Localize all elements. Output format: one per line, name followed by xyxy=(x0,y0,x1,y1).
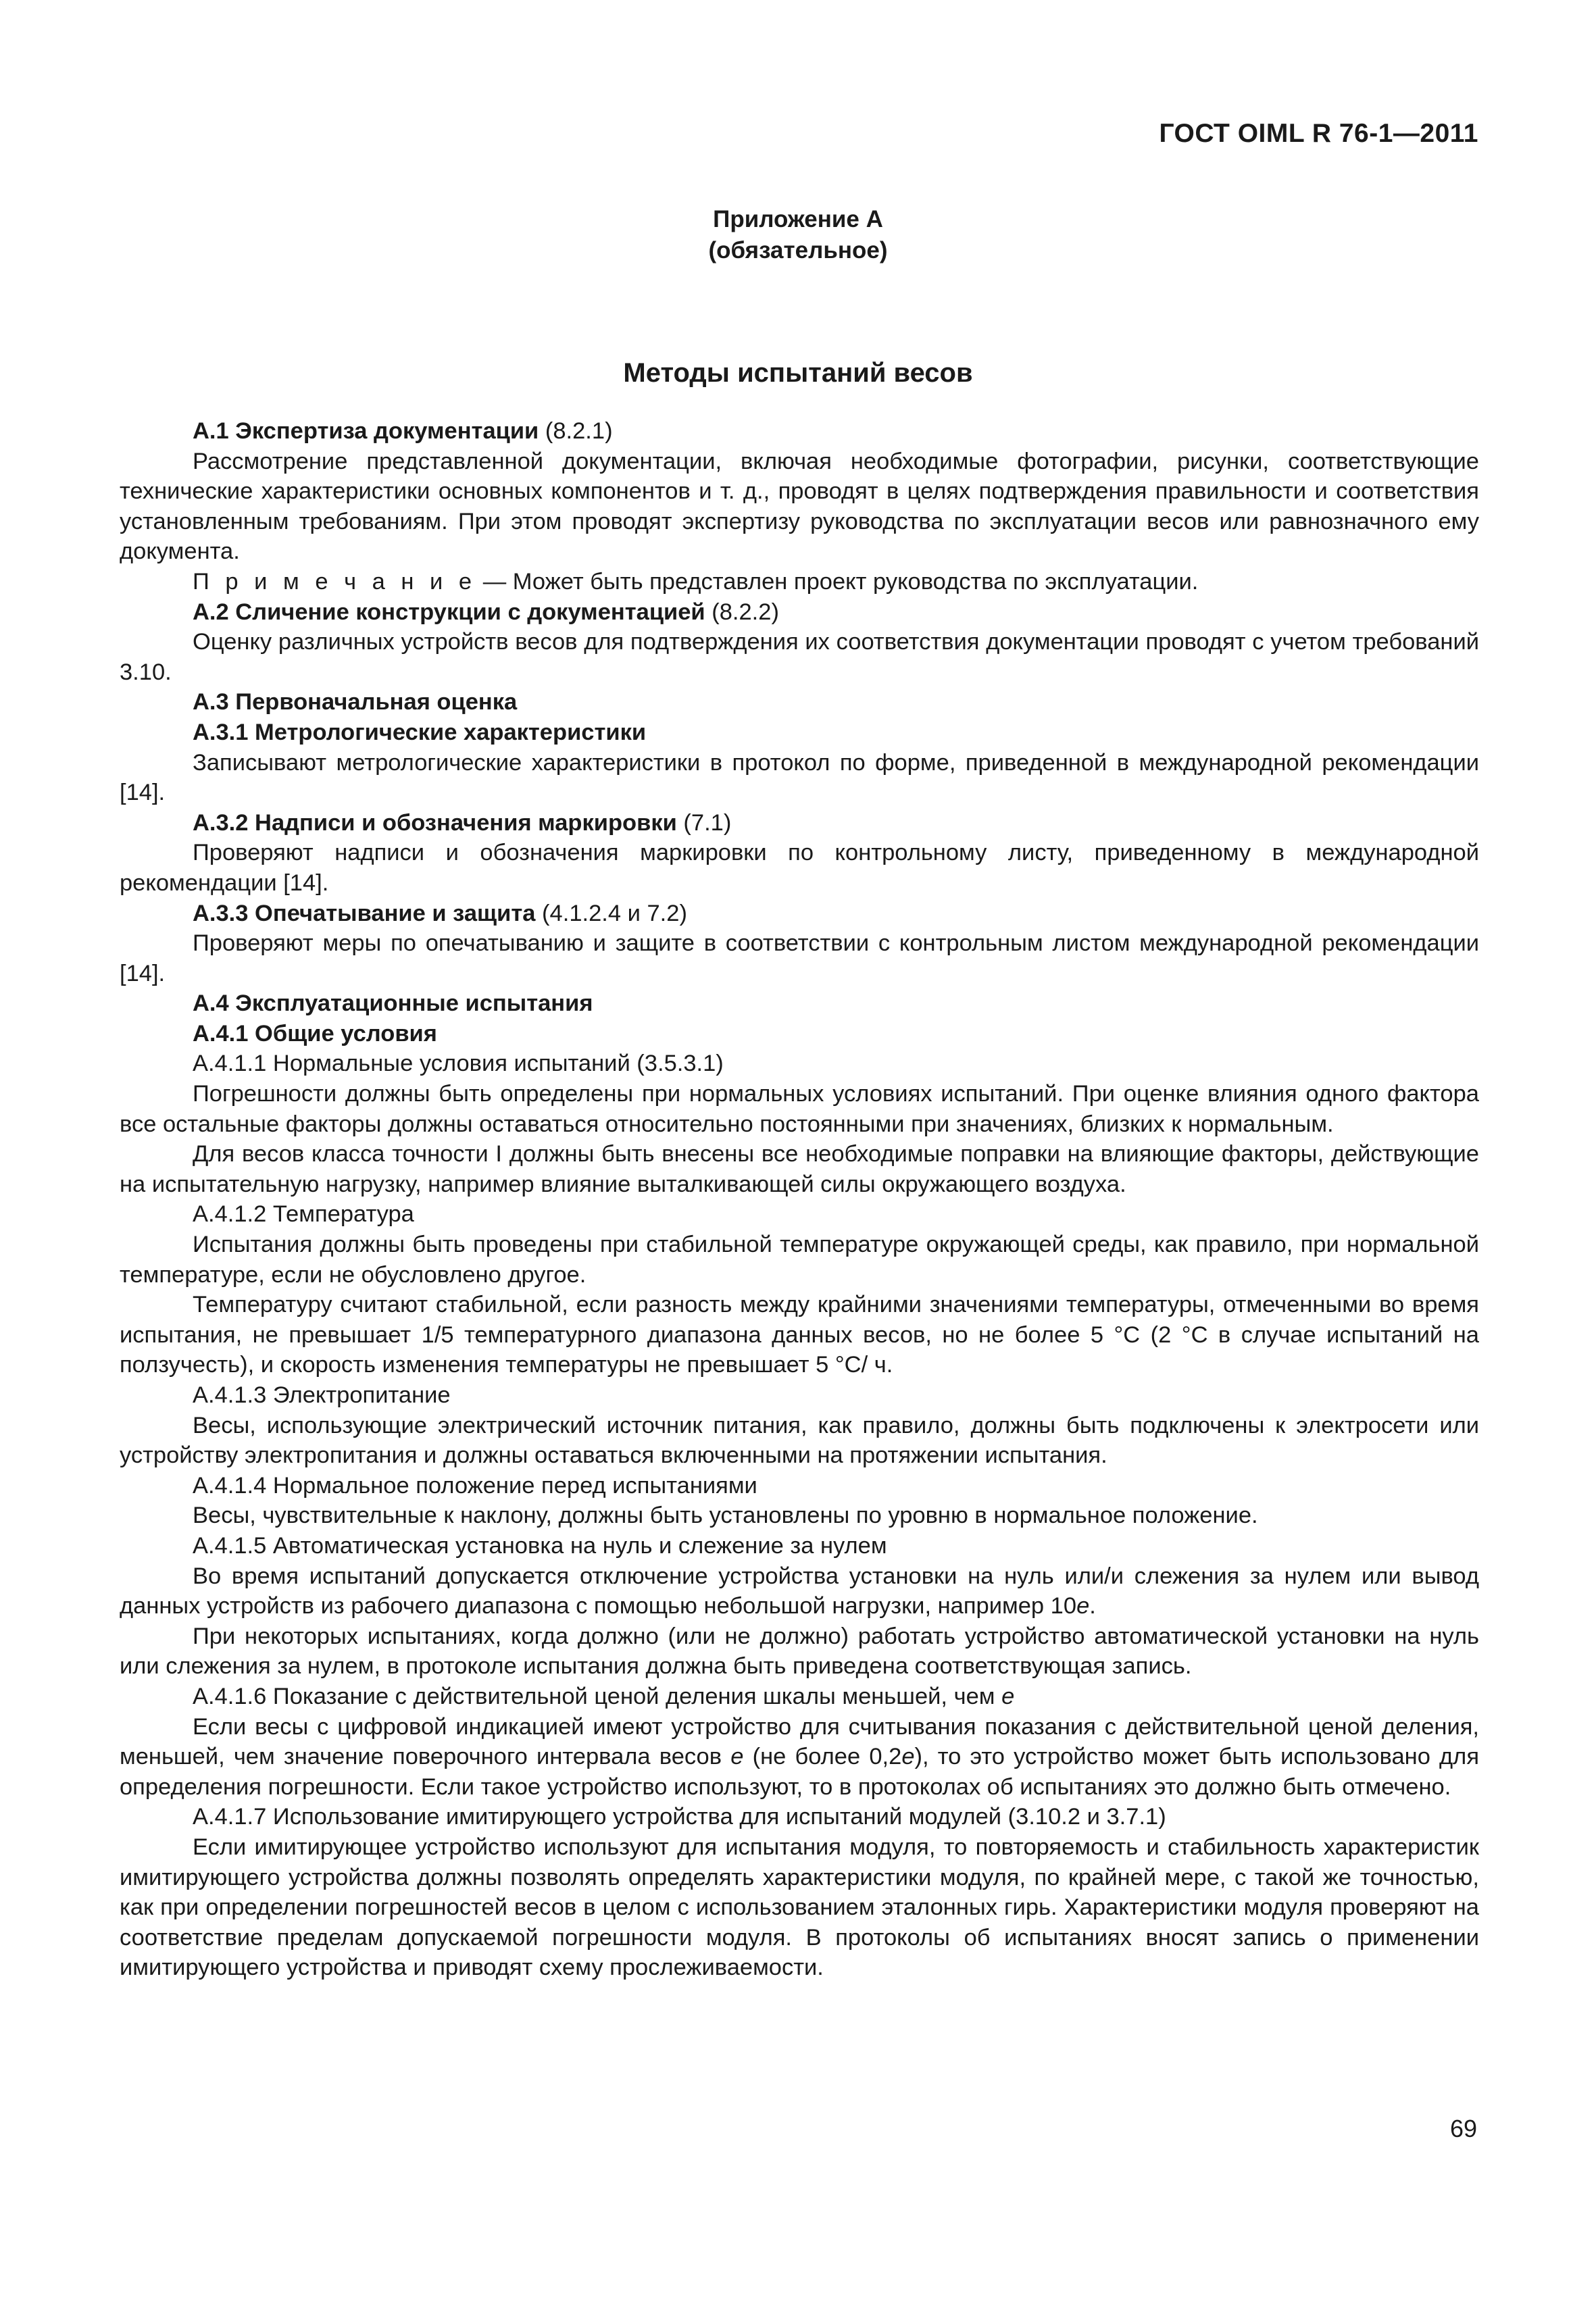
text-run: А.4.1.6 Показание с действительной ценой деления шкалы меньшей, чем xyxy=(193,1683,1002,1709)
annex-title: Приложение А xyxy=(713,206,883,232)
section-heading-a31 xyxy=(120,718,1479,748)
annex-status: (обязательное) xyxy=(708,237,888,263)
paragraph: Если имитирующее устройство используют для испытания модуля, то повторяемость и стабильность характеристик имитирующего устройства должны позволять определять характеристики модуля, по крайней мере, с такой же точностью, как при определении погрешностей весов в целом с использованием эталонных гирь. Характеристики модуля проверяют на соответствие пределам допускаемой погрешности модуля. В протоколы об испытаниях вносят запись о применении имитирующего устройства и приводят схему прослеживаемости. xyxy=(120,1834,1479,1981)
paragraph: При некоторых испытаниях, когда должно (или не должно) работать устройство автоматической установки на нуль или слежения за нулем, в протоколе испытания должна быть приведена соответствующая запись. xyxy=(120,1623,1479,1680)
section-heading-a4 xyxy=(120,988,1479,1019)
document-body xyxy=(120,416,1479,1983)
paragraph: Испытания должны быть проведены при стабильной температуре окружающей среды, как правило, при нормальной температуре, если не обусловлено другое. xyxy=(120,1232,1479,1288)
page-title: Методы испытаний весов xyxy=(623,358,973,388)
symbol-e: е xyxy=(901,1744,915,1770)
paragraph: Проверяют меры по опечатыванию и защите в соответствии с контрольным листом международной рекомендации [14]. xyxy=(120,930,1479,986)
section-heading-a32 xyxy=(120,808,1479,838)
text-run: ), то это устройство может быть использовано для определения погрешности. Если такое устройство используют, то в протоколах об испытаниях это должно быть отмечено. xyxy=(120,1744,1479,1800)
paragraph: Погрешности должны быть определены при нормальных условиях испытаний. При оценке влияния одного фактора все остальные факторы должны оставаться относительно постоянными при значениях, близких к нормальным. xyxy=(120,1081,1479,1137)
heading-text: А.3.3 Опечатывание и защита xyxy=(193,900,536,926)
subsection-heading: А.4.1.7 Использование имитирующего устройства для испытаний модулей (3.10.2 и 3.7.1) xyxy=(193,1804,1166,1830)
annex-heading xyxy=(0,204,1596,266)
text-run: (не более 0,2 xyxy=(743,1744,902,1770)
paragraph: Температуру считают стабильной, если разность между крайними значениями температуры, отмеченными во время испытания, не превышает 1/5 температурного диапазона данных весов, но не более 5 °С (2 °С в случае испытаний на ползучесть), и скорость изменения температуры не превышает 5 °С/ ч. xyxy=(120,1292,1479,1378)
heading-text: А.1 Экспертиза документации xyxy=(193,418,539,444)
text-run: Во время испытаний допускается отключение устройства установки на нуль или/и слежения за нулем или вывод данных устройств из рабочего диапазона с помощью небольшой нагрузки, например 10 xyxy=(120,1563,1479,1619)
subsection-heading: А.4.1.5 Автоматическая установка на нуль и слежение за нулем xyxy=(193,1532,887,1559)
paragraph xyxy=(120,1712,1479,1803)
section-heading-a1 xyxy=(120,416,1479,447)
section-heading-a41 xyxy=(120,1019,1479,1049)
subsection-heading: А.4.1.2 Температура xyxy=(193,1201,414,1228)
note xyxy=(120,567,1479,597)
paragraph: Проверяют надписи и обозначения маркировки по контрольному листу, приведенному в международной рекомендации [14]. xyxy=(120,840,1479,896)
paragraph: Весы, использующие электрический источник питания, как правило, должны быть подключены к электросети или устройству электропитания и должны оставаться включенными на протяжении испытания. xyxy=(120,1412,1479,1469)
section-heading-a2 xyxy=(120,597,1479,628)
paragraph: Записывают метрологические характеристики в протокол по форме, приведенной в международной рекомендации [14]. xyxy=(120,749,1479,806)
subsection-heading: А.4.1.1 Нормальные условия испытаний (3.5.3.1) xyxy=(193,1051,724,1077)
symbol-e: е xyxy=(1001,1683,1015,1709)
text-run: . xyxy=(1089,1593,1096,1619)
paragraph: Весы, чувствительные к наклону, должны быть установлены по уровню в нормальное положение. xyxy=(193,1503,1258,1529)
section-heading-a3 xyxy=(120,687,1479,718)
heading-text: А.3.2 Надписи и обозначения маркировки xyxy=(193,809,677,836)
heading-text: А.3 Первоначальная оценка xyxy=(193,689,518,715)
standard-designation: ГОСТ OIML R 76-1—2011 xyxy=(1159,119,1478,148)
note-text: — Может быть представлен проект руководства по эксплуатации. xyxy=(476,568,1199,595)
paragraph: Для весов класса точности I должны быть внесены все необходимые поправки на влияющие факторы, действующие на испытательную нагрузку, например влияние выталкивающей силы окружающего воздуха. xyxy=(120,1141,1479,1197)
clause-ref: (7.1) xyxy=(676,809,732,836)
heading-text: А.4.1 Общие условия xyxy=(193,1020,437,1047)
section-heading-a33 xyxy=(120,899,1479,929)
clause-ref: (4.1.2.4 и 7.2) xyxy=(535,900,687,926)
subsection-heading: А.4.1.4 Нормальное положение перед испытаниями xyxy=(193,1472,757,1499)
subsection-heading xyxy=(120,1682,1479,1712)
paragraph: Оценку различных устройств весов для подтверждения их соответствия документации проводят с учетом требований 3.10. xyxy=(120,629,1479,685)
paragraph xyxy=(120,1561,1479,1621)
note-label: П р и м е ч а н и е xyxy=(193,568,477,595)
text-run: Если весы с цифровой индикацией имеют устройство для считывания показания с действительной ценой деления, меньшей, чем значение поверочного интервала весов xyxy=(120,1713,1479,1770)
symbol-e: е xyxy=(730,1744,744,1770)
page-number: 69 xyxy=(1449,2115,1477,2142)
paragraph: Рассмотрение представленной документации, включая необходимые фотографии, рисунки, соответствующие технические характеристики основных компонентов и т. д., проводят в целях подтверждения правильности и соответствия установленным требованиям. При этом проводят экспертизу руководства по эксплуатации весов или равнозначного ему документа. xyxy=(120,448,1479,565)
symbol-e: е xyxy=(1076,1593,1090,1619)
subsection-heading: А.4.1.3 Электропитание xyxy=(193,1382,451,1408)
clause-ref: (8.2.1) xyxy=(539,418,613,444)
clause-ref: (8.2.2) xyxy=(705,599,779,625)
heading-text: А.2 Сличение конструкции с документацией xyxy=(193,599,705,625)
heading-text: А.4 Эксплуатационные испытания xyxy=(193,990,593,1017)
heading-text: А.3.1 Метрологические характеристики xyxy=(193,719,647,745)
